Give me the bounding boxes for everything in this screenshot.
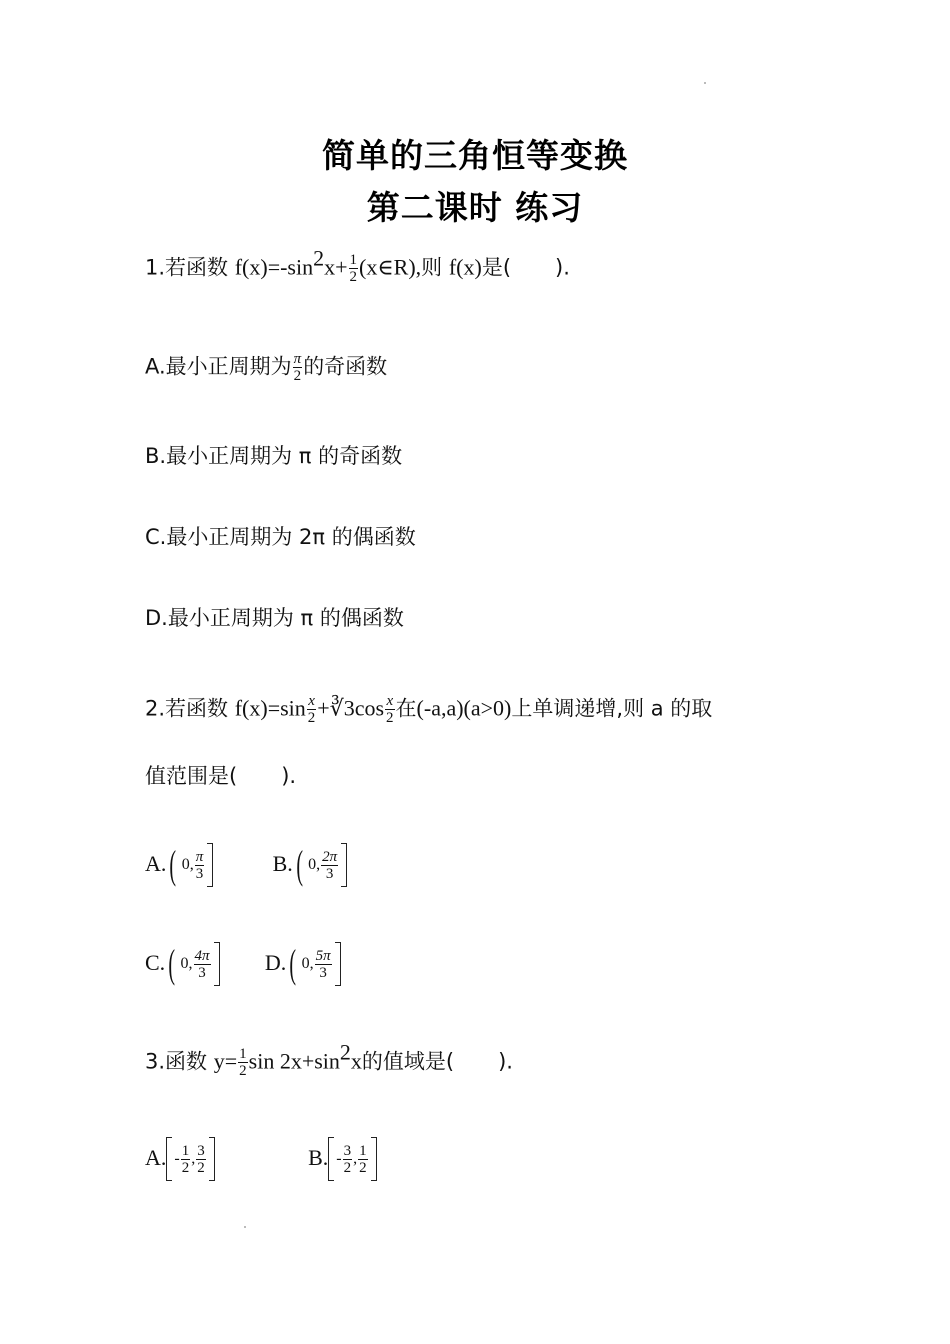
q2-option-a: A.( 0, $\frac{\pi}{3}$ (145, 843, 213, 887)
q1-suffix: 是( (481, 255, 512, 280)
q1-option-c: C.最小正周期为 2π 的偶函数 (145, 525, 416, 549)
q2-option-c: C.( 0, $\frac{4\pi}{3}$ (145, 942, 220, 986)
q2-x-half-fraction: $\frac{x}{2}$ (386, 693, 394, 726)
q2-mid: 在 (395, 696, 417, 721)
q2-option-d: D.( 0, $\frac{5\pi}{3}$ (265, 942, 341, 986)
q1-option-a-fraction: $\frac{\pi}{2}$ (293, 351, 302, 384)
q2-x-half-fraction: $\frac{x}{2}$ (307, 693, 316, 726)
q1-option-a (145, 351, 387, 384)
q2-line2: 值范围是( (145, 764, 238, 788)
question-2-line-2 (145, 761, 296, 791)
scan-speck (244, 1226, 246, 1228)
q2-expr: +∛3cos (317, 695, 385, 721)
q2-prefix: 2.若函数 (145, 696, 235, 721)
page-subtitle: 第二课时 练习 (366, 188, 584, 227)
q2-post: 上单调递增,则 a 的取 (511, 696, 713, 721)
q1-close: ). (555, 255, 570, 280)
q3-exponent: 2 (339, 1039, 351, 1065)
q2-options-row-1 (145, 843, 347, 887)
q2-option-b: B.( 0, $\frac{2\pi}{3}$ (273, 843, 348, 887)
q1-prefix: 1.若函数 (145, 255, 235, 280)
question-2 (145, 693, 712, 726)
q2-close: ). (281, 764, 297, 788)
q1-fx: f(x) (448, 254, 482, 280)
q1-mid: 则 (421, 255, 449, 280)
q2-options-row-2 (145, 942, 341, 986)
q1-exponent: 2 (313, 245, 325, 271)
q3-prefix: 3.函数 (145, 1049, 214, 1074)
q2-expr: f(x)=sin (234, 695, 306, 721)
question-1 (145, 245, 570, 285)
q1-expr: x+ (324, 254, 348, 280)
q3-option-b: B. - $\frac{3}{2}$ , $\frac{1}{2}$ (308, 1137, 377, 1181)
q3-options-row (145, 1137, 377, 1181)
q1-half-fraction: $\frac{1}{2}$ (349, 252, 358, 285)
q3-expr: x (350, 1048, 362, 1074)
q1-expr: (x∈R), (359, 254, 422, 280)
q3-half-fraction: $\frac{1}{2}$ (239, 1046, 247, 1079)
q3-option-a: A. - $\frac{1}{2}$ , $\frac{3}{2}$ (145, 1137, 215, 1181)
q1-option-b: B.最小正周期为 π 的奇函数 (145, 444, 403, 468)
q1-option-a-text: 的奇函数 (303, 354, 388, 379)
q3-expr: y= (213, 1048, 238, 1074)
q3-expr: sin 2x+sin (248, 1048, 340, 1074)
scan-speck (704, 82, 706, 84)
q1-option-a-text: A.最小正周期为 (145, 354, 292, 379)
q1-expr: f(x)=-sin (234, 254, 314, 280)
q3-post: 的值域是( (361, 1049, 455, 1074)
q2-interval: (-a,a)(a>0) (416, 695, 512, 721)
q3-close: ). (498, 1049, 513, 1074)
q1-option-d: D.最小正周期为 π 的偶函数 (145, 606, 404, 630)
page-title: 简单的三角恒等变换 (322, 136, 628, 175)
question-3 (145, 1039, 513, 1079)
